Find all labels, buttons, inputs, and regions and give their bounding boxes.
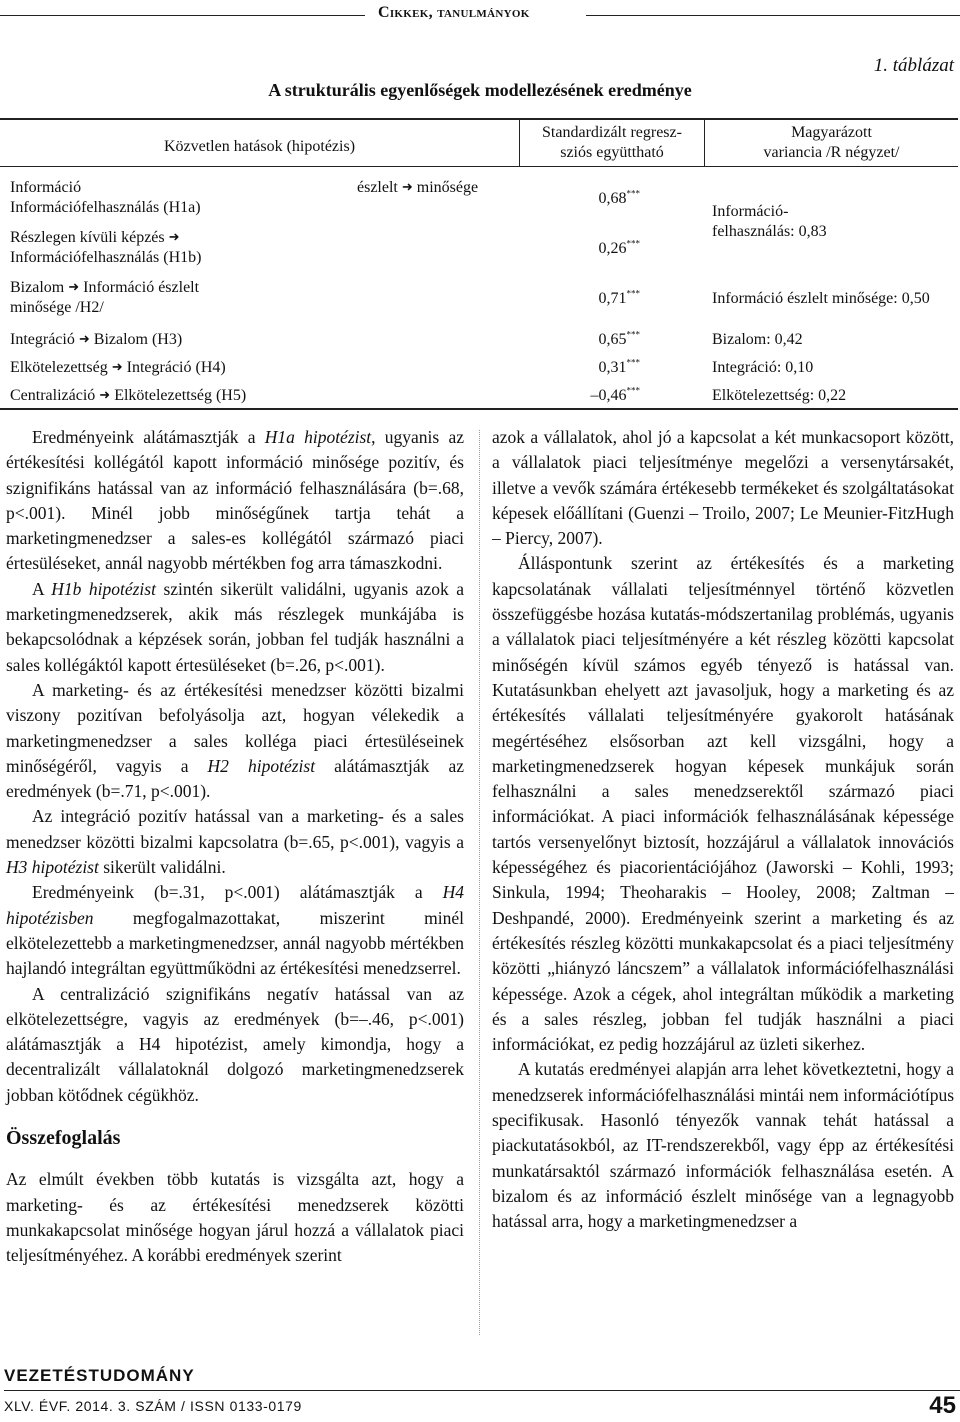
row-h4-to: Integráció (H4): [126, 359, 226, 376]
header-effects: Közvetlen hatások (hipotézis): [163, 138, 356, 155]
paragraph-h1a: [6, 425, 464, 577]
row-h1a-word-quality: minősége: [416, 179, 479, 196]
arrow-icon: ➜: [111, 359, 123, 374]
header-rule-right: [586, 15, 960, 16]
row-h3-effect: [10, 330, 182, 350]
results-table: [0, 118, 958, 410]
header-var-line2: variancia /R négyzet/: [763, 144, 900, 161]
row-h3-var: Bizalom: 0,42: [712, 331, 803, 348]
paragraph-h5: A centralizáció szignifikáns negatív hatással van az elkötelezettségre, vagyis az eredmények (b=–.46, p<.001) alátámasztják a H4 hipotézist, amely kimondja, hogy a decentralizált vállalatoknál dolgozó marketingmenedzserek jobban kötődnek cégükhöz.: [6, 983, 464, 1105]
row-h2-var: Információ észlelt minősége: 0,50: [712, 290, 930, 307]
text-run: sikerült validálni.: [98, 857, 226, 878]
row-h2-word-trust: Bizalom: [10, 279, 65, 296]
text-run: Eredményeink (b=.31, p<.001) alátámasztják a: [32, 882, 443, 903]
table-label: 1. táblázat: [873, 55, 954, 76]
row-h1b-coef-value: 0,26: [598, 240, 627, 257]
row-h1a-coef: [520, 189, 640, 209]
row-h5-coef-value: –0,46: [590, 387, 627, 404]
text-run: szintén sikerült validálni, ugyanis azok a marketingmenedzserek, akik más részlegek munkájába is bekapcsolódnak a képzések során, jobban fel tudják használni a sales kollégáktól kapott értesüléseket (b=.26, p<.001).: [6, 578, 464, 675]
row-h2-line1: [10, 278, 199, 298]
row-h5-coef: [520, 386, 640, 406]
row-h1b-line1: [10, 228, 184, 248]
section-heading-summary: Összefoglalás: [6, 1127, 121, 1150]
row-h1b-text: Részlegen kívüli képzés: [10, 229, 165, 246]
arrow-icon: ➜: [401, 179, 413, 194]
right-column: [492, 425, 954, 1235]
row-h3-coef: [520, 330, 640, 350]
row-h1a-line2: Információfelhasználás (H1a): [10, 199, 201, 216]
issue-info: XLV. ÉVF. 2014. 3. SZÁM / ISSN 0133-0179: [4, 1398, 302, 1414]
table-top-border: [0, 118, 958, 120]
significance-stars: ***: [626, 188, 640, 199]
text-run-italic: H4 hipotézisben: [6, 882, 464, 928]
table-header-rule: [0, 166, 958, 167]
row-h1-var-line1: Információ-: [712, 203, 789, 220]
paragraph-continuation: azok a vállalatok, ahol jó a kapcsolat a két munkacsoport között, a vállalatok piaci teljesítménye megelőzi a versenytársakét, illetve a vevők számára értékesebb termékeket és szolgáltatásokat képesek előállítani (Guenzi – Troilo, 2007; Le Meunier-FitzHugh – Piercy, 2007).: [492, 427, 954, 549]
significance-stars: ***: [626, 238, 640, 249]
text-run-italic: H3 hipotézist: [6, 857, 99, 878]
paragraph-h3: [6, 804, 464, 880]
header-var-line1: Magyarázott: [791, 124, 872, 141]
header-coef-line1: Standardizált regresz-: [542, 124, 682, 141]
significance-stars: ***: [626, 288, 640, 299]
row-h1-var-line2: felhasználás: 0,83: [712, 223, 827, 240]
row-h4-from: Elkötelezettség: [10, 359, 108, 376]
text-run-italic: H1a hipotézist: [264, 427, 372, 447]
table-title-text: A strukturális egyenlőségek modellezésének eredménye: [268, 80, 692, 100]
row-h5-var: Elkötelezettség: 0,22: [712, 387, 847, 404]
arrow-icon: ➜: [168, 229, 180, 244]
paragraph-results: A kutatás eredményei alapján arra lehet következtetni, hogy a menedzserek információfelhasználási mintái nem információtípus specifikusak. Hasonló tényezők vannak tehát hatással a piackutatásokból, az IT-rendszerekből, vagy épp az értékesítési munkatársaktól származó információk felhasználása esetén. A bizalom és az információ észlelt minősége van a legnagyobb hatással arra, hogy a marketingmenedzser a: [492, 1059, 954, 1232]
left-column: [6, 425, 464, 1269]
text-run: Eredményeink alátámasztják a: [32, 427, 265, 447]
row-h4-coef: [520, 358, 640, 378]
header-rule-left: [0, 15, 365, 16]
text-run-italic: H1b hipotézist: [51, 578, 156, 599]
row-h3-to: Bizalom (H3): [93, 331, 183, 348]
page-number: 45: [929, 1392, 956, 1419]
journal-name: VEZETÉSTUDOMÁNY: [4, 1366, 195, 1385]
row-h2-coef-value: 0,71: [598, 290, 627, 307]
significance-stars: ***: [626, 385, 640, 396]
paragraph-summary: Az elmúlt években több kutatás is vizsgálta azt, hogy a marketing- és az értékesítési menedzserek közötti munkakapcsolat minősége hogyan járul hozzá a vállalatok piaci teljesítményéhez. A korábbi eredmények szerint: [6, 1169, 464, 1266]
text-run: A marketing- és az értékesítési menedzser közötti bizalmi viszony pozitívan befolyásolja azt, hogyan vélekedik a marketingmenedzser a sales kolléga piaci értesüléseinek minőségéről, vagyis a: [6, 679, 464, 776]
row-h5-from: Centralizáció: [10, 387, 96, 404]
row-h4-var: Integráció: 0,10: [712, 359, 814, 376]
row-h2-line2: minősége /H2/: [10, 299, 104, 316]
arrow-icon: ➜: [99, 387, 111, 402]
row-h3-from: Integráció: [10, 331, 75, 348]
significance-stars: ***: [626, 357, 640, 368]
row-h1a-word-perceived: észlelt: [357, 179, 398, 196]
row-h2-coef: [520, 289, 640, 309]
significance-stars: ***: [626, 329, 640, 340]
section-header: Cikkek, tanulmányok: [378, 4, 530, 21]
row-h5-effect: [10, 386, 246, 406]
row-h1a-line1b: [357, 178, 478, 198]
arrow-icon: ➜: [68, 279, 80, 294]
paragraph-position: Álláspontunk szerint az értékesítés és a marketing kapcsolatának vállalati teljesítménnyel történő közvetlen összefüggésbe hozása kutatás-módszertanilag problémás, ugyanis a vállalatok piaci teljesítményére a két részleg közötti kapcsolat minőségén kívül számos egyéb tényező is hatással van. Kutatásunkban ehelyett azt javasoljuk, hogy a marketing és az értékesítés vállalati teljesítményére gyakorolt hatásának megértéséhez elsősorban azt kell vizsgálni, hogy a marketingmenedzserek hogyan képesek munkájuk során felhasználni a sales menedzserektől származó piaci információkat. A piaci információk felhasználásának képessége tartós versenyelőnyt biztosít, hozzájárul a vállalatok innovációs képességéhez és piacorientációjához (Jaworski – Kohli, 1993; Sinkula, 1994; Theoharakis – Hooley, 2008; Zaltman – Deshpandé, 2000). Eredményeink szerint a marketing és az értékesítés részleg közötti munkakapcsolat és a piaci teljesítmény közötti „hiányzó láncszem” a vállalatok információfelhasználási képessége. Azok a cégek, ahol integráltan működik a marketing és a sales részleg, jobban fel tudják használni a piaci információkat, ez pedig hozzájárul az üzleti sikerhez.: [492, 553, 954, 1055]
row-h4-coef-value: 0,31: [598, 359, 627, 376]
row-h5-to: Elkötelezettség (H5): [114, 387, 247, 404]
arrow-icon: ➜: [78, 331, 90, 346]
row-h1a-coef-value: 0,68: [598, 190, 627, 207]
table-title: [0, 80, 960, 101]
text-run: alátámasztják az eredmények (b=.71, p<.001).: [6, 755, 464, 802]
header-coef-line2: sziós együttható: [560, 144, 664, 161]
text-run: megfogalmazottakat, miszerint minél elkötelezettebb a marketingmenedzser, annál nagyobb mértékben hajlandó integráltan együttműködni az értékesítési menedzserrel.: [6, 907, 464, 979]
row-h1b-coef: [520, 239, 640, 259]
paragraph-h2: [6, 678, 464, 804]
text-run: , ugyanis az értékesítési kollégától kapott információ minősége pozitív, és szignifikáns hatással van az információ felhasználására (b=.68, p<.001). Minél jobb minőségűnek tartja tehát a marketingmenedzser a sales-es kollégától származó piaci értesüléseket, annál nagyobb mértékben fog arra támaszkodni.: [6, 427, 464, 574]
row-h1a-line1a: Információ: [10, 179, 82, 196]
footer-rule: [4, 1390, 960, 1391]
row-h1b-line2: Információfelhasználás (H1b): [10, 249, 202, 266]
paragraph-h4: [6, 880, 464, 981]
paragraph-h1b: [6, 577, 464, 678]
table-bottom-border: [0, 408, 958, 410]
text-run: A: [32, 578, 52, 599]
row-h2-word-info: Információ észlelt: [83, 279, 200, 296]
row-h3-coef-value: 0,65: [598, 331, 627, 348]
column-separator: [479, 430, 480, 1335]
text-run: Az integráció pozitív hatással van a marketing- és a sales menedzser közötti bizalmi kapcsolatra (b=.65, p<.001), vagyis a: [6, 806, 464, 852]
row-h4-effect: [10, 358, 226, 378]
text-run-italic: H2 hipotézist: [207, 755, 316, 776]
